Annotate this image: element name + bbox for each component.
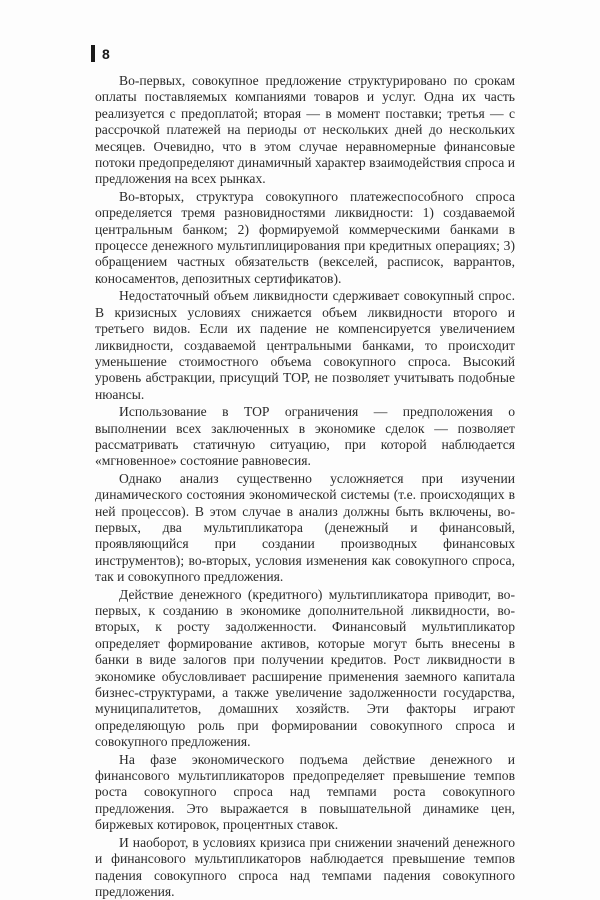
body-text	[95, 73, 515, 900]
paragraph-4: Использование в ТОР ограничения — предположения о выполнении всех заключенных в экономике сделок — позволяет рассматривать статичную ситуацию, при которой наблюдается «мгновенное» состояние равновесия.	[95, 404, 515, 469]
page-number: 8	[102, 45, 110, 62]
paragraph-7: На фазе экономического подъема действие денежного и финансового мультипликаторов предопределяет превышение темпов роста совокупного спроса над темпами роста совокупного предложения. Это выражается в повышательной динамике цен, биржевых котировок, процентных ставок.	[95, 751, 515, 833]
paragraph-6: Действие денежного (кредитного) мультипликатора приводит, во-первых, к созданию в экономике дополнительной ликвидности, во-вторых, к росту задолженности. Финансовый мультипликатор определяет формирование активов, которые могут быть внесены в банки в виде залогов при получении кредитов. Рост ликвидности в экономике обусловливает расширение применения заемного капитала бизнес-структурами, а также увеличение задолженности государства, муниципалитетов, домашних хозяйств. Эти факторы играют определяющую роль при формировании совокупного спроса и совокупного предложения.	[95, 586, 515, 750]
header-bar-mark	[91, 45, 95, 62]
paragraph-8: И наоборот, в условиях кризиса при снижении значений денежного и финансового мультипликаторов наблюдается превышение темпов падения совокупного спроса над темпами падения совокупного предложения.	[95, 834, 515, 899]
page-header	[91, 45, 110, 62]
paragraph-3: Недостаточный объем ликвидности сдерживает совокупный спрос. В кризисных условиях снижается объем ликвидности второго и третьего видов. Если их падение не компенсируется увеличением ликвидности, создаваемой центральными банками, то происходит уменьшение стоимостного объема совокупного спроса. Высокий уровень абстракции, присущий ТОР, не позволяет учитывать подобные нюансы.	[95, 288, 515, 402]
paragraph-5: Однако анализ существенно усложняется при изучении динамического состояния экономической системы (т.е. происходящих в ней процессов). В этом случае в анализ должны быть включены, во-первых, два мультипликатора (денежный и финансовый, проявляющийся при создании производных финансовых инструментов); во-вторых, условия изменения как совокупного спроса, так и совокупного предложения.	[95, 470, 515, 585]
paragraph-2: Во-вторых, структура совокупного платежеспособного спроса определяется тремя разновидностями ликвидности: 1) создаваемой центральным банком; 2) формируемой коммерческими банками в процессе денежного мультиплицирования при кредитных операциях; 3) обращением частных обязательств (векселей, расписок, варрантов, коносаментов, депозитных сертификатов).	[95, 188, 515, 286]
paragraph-1: Во-первых, совокупное предложение структурировано по срокам оплаты поставляемых компаниями товаров и услуг. Одна их часть реализуется с предоплатой; вторая — в момент поставки; третья — с рассрочкой платежей на периоды от нескольких дней до нескольких месяцев. Очевидно, что в этом случае неравномерные финансовые потоки предопределяют динамичный характер взаимодействия спроса и предложения на всех рынках.	[95, 73, 515, 187]
